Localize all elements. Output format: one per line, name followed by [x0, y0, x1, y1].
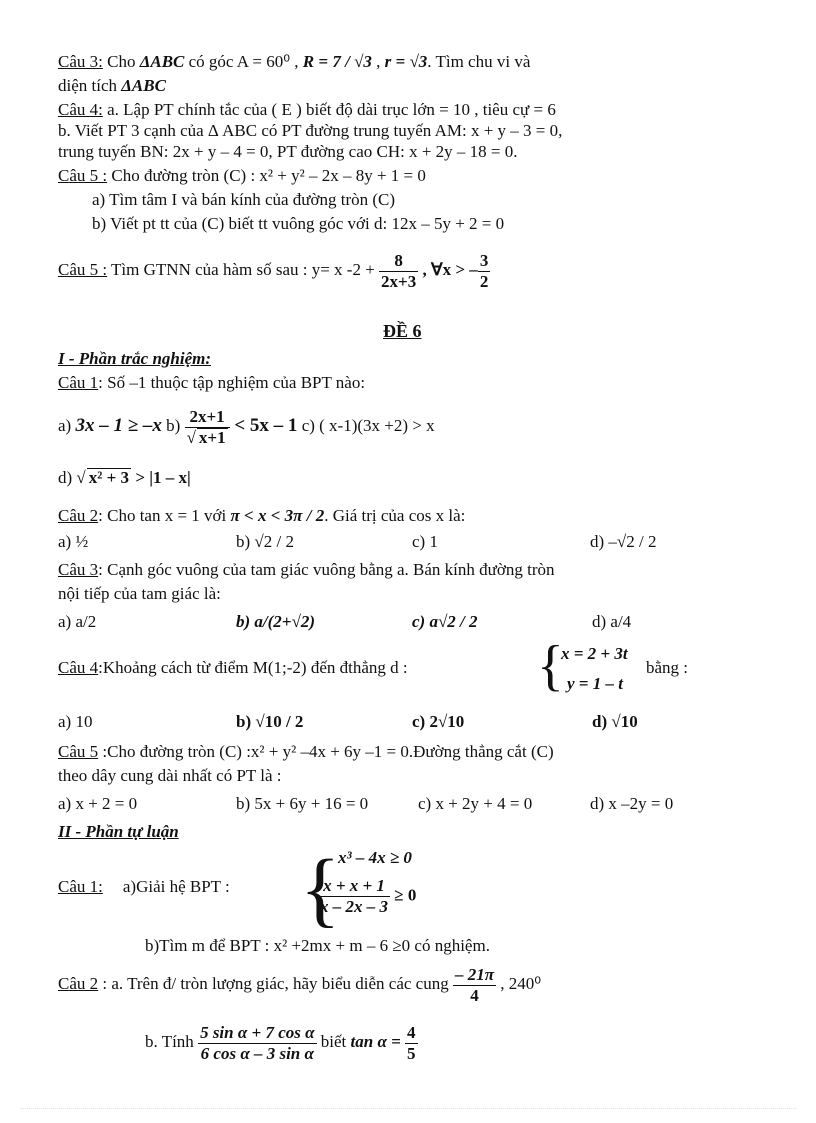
- cau3-top-text: Cho: [102, 52, 140, 71]
- cau5-top-line1: [58, 166, 426, 186]
- q4-label: Câu 4: [58, 658, 99, 677]
- q2-condition: π < x < 3π / 2: [230, 506, 325, 525]
- t1-eq2-den: x – 2x – 3: [320, 897, 388, 916]
- q3-option-c: c) a√2 / 2: [412, 612, 478, 631]
- q2-option-c: c) 1: [412, 532, 438, 551]
- q4-eq2: y = 1 – t: [567, 674, 623, 693]
- cau4-top-label: Câu 4:: [58, 100, 103, 119]
- q1-a-prefix: a): [58, 416, 76, 435]
- q2-text: : Cho tan x = 1 với: [98, 506, 231, 525]
- q1-b-num: 2x+1: [185, 407, 230, 428]
- part2-title: II - Phần tự luận: [58, 822, 179, 841]
- t2-b-fraction: [198, 1023, 316, 1064]
- part1-title: I - Phần trắc nghiệm:: [58, 349, 212, 368]
- cau3-top-task: . Tìm chu vi và: [427, 52, 531, 71]
- t1-a-line: [58, 877, 230, 897]
- q4-option-c: c) 2√10: [412, 712, 465, 731]
- q1-option-b-fraction: [185, 407, 230, 448]
- gtnn-condition: , ∀x > –: [418, 260, 478, 279]
- q1-b-prefix: b): [161, 416, 185, 435]
- q1-d-prefix: d): [58, 468, 77, 487]
- cau5-top-label: Câu 5 :: [58, 166, 108, 185]
- t2-a-line: [58, 960, 541, 1008]
- gtnn-fraction: [379, 251, 418, 292]
- cau3-top-line1: [58, 52, 530, 72]
- q4-option-d: d) √10: [592, 712, 638, 731]
- q4-stem: [58, 658, 408, 678]
- t1-b: b)Tìm m để BPT : x² +2mx + m – 6 ≥0 có nghiệm.: [145, 936, 490, 955]
- t1-eq1: x³ – 4x ≥ 0: [338, 848, 412, 867]
- q4-brace: {: [537, 635, 564, 697]
- t1-eq2-fraction: [318, 876, 390, 917]
- t2-a-den: 4: [470, 985, 479, 1005]
- q3-line2: nội tiếp của tam giác là:: [58, 584, 221, 603]
- q1-b-post: < 5x – 1: [229, 415, 298, 436]
- q5-stem: [58, 742, 554, 762]
- q3-text: : Cạnh góc vuông của tam giác vuông bằng a. Bán kính đường tròn: [98, 560, 555, 579]
- q4-option-a: a) 10: [58, 712, 93, 731]
- q2-stem: [58, 506, 465, 526]
- t2-b-mid: biết: [316, 1032, 351, 1051]
- cau5-top-b: b) Viết pt tt của (C) biết tt vuông góc với d: 12x – 5y + 2 = 0: [92, 214, 505, 233]
- q1-d-post: > |1 – x|: [131, 468, 191, 487]
- q3-option-b: b) a/(2+√2): [236, 612, 315, 631]
- t2-b-num: 5 sin α + 7 cos α: [200, 1022, 315, 1042]
- q5-line2: theo dây cung dài nhất có PT là :: [58, 766, 282, 785]
- cau4-top-text: a. Lập PT chính tắc của ( E ) biết độ dài trục lớn = 10 , tiêu cự = 6: [102, 100, 556, 119]
- t1-eq2-num: x + x + 1: [318, 876, 390, 897]
- q4-eq1: x = 2 + 3t: [561, 644, 628, 663]
- circumradius: R = 7 / √3: [302, 52, 372, 71]
- q5-label: Câu 5: [58, 742, 99, 761]
- t2-b-cond-fraction: [405, 1023, 418, 1064]
- cau5-top-text: Cho đường tròn (C) : x² + y² – 2x – 8y + 1 = 0: [107, 166, 426, 185]
- t2-b-cond: tan α =: [350, 1032, 406, 1051]
- q5-option-c: c) x + 2y + 4 = 0: [418, 794, 533, 813]
- triangle-abc: ΔABC: [139, 52, 185, 71]
- q2-option-a: a) ½: [58, 532, 89, 551]
- gtnn-cond-num: 3: [479, 250, 489, 270]
- t2-a-num: – 21π: [454, 964, 494, 984]
- gtnn-cond-fraction: [478, 251, 491, 292]
- q4-text: :Khoảng cách từ điểm M(1;-2) đến đthẳng d :: [98, 658, 408, 677]
- separator: ,: [371, 52, 385, 71]
- q1-b-den: x+1: [198, 427, 226, 447]
- cau5-gtnn-text: Tìm GTNN của hàm số sau : y= x -2 +: [107, 260, 380, 279]
- q3-stem: [58, 560, 554, 580]
- q3-label: Câu 3: [58, 560, 99, 579]
- page-bottom-rule: [20, 1108, 796, 1109]
- gtnn-den: 2x+3: [381, 271, 417, 291]
- cau5-top-a: a) Tìm tâm I và bán kính của đường tròn (C): [92, 190, 396, 209]
- t2-b-line: [145, 1018, 418, 1066]
- q3-option-d: d) a/4: [592, 612, 632, 631]
- q4-option-b: b) √10 / 2: [236, 712, 304, 731]
- q1-d-radicand: x² + 3: [88, 468, 130, 487]
- t1-label: Câu 1:: [58, 877, 103, 896]
- t2-b-cond-den: 5: [407, 1043, 416, 1063]
- t1-brace: {: [300, 843, 341, 936]
- t1-a-text: a)Giải hệ BPT :: [122, 877, 230, 896]
- cau3-top-line2-text: diện tích: [58, 76, 122, 95]
- t2-a-post: , 240⁰: [496, 974, 542, 993]
- q2-label: Câu 2: [58, 506, 99, 525]
- q5-option-b: b) 5x + 6y + 16 = 0: [236, 794, 369, 813]
- t2-b-cond-num: 4: [407, 1022, 416, 1042]
- cau4-top-line3: trung tuyến BN: 2x + y – 4 = 0, PT đường cao CH: x + 2y – 18 = 0.: [58, 142, 518, 161]
- t2-label: Câu 2: [58, 974, 99, 993]
- q1-text: : Số –1 thuộc tập nghiệm của BPT nào:: [98, 373, 366, 392]
- q1-option-c: c) ( x-1)(3x +2) > x: [297, 416, 435, 435]
- cau5-gtnn-label: Câu 5 :: [58, 260, 108, 279]
- t2-a-fraction: [453, 965, 496, 1006]
- q1-option-d: [58, 468, 191, 488]
- q1-label: Câu 1: [58, 373, 99, 392]
- t2-b-den: 6 cos α – 3 sin α: [200, 1043, 314, 1063]
- gtnn-num: 8: [379, 251, 418, 272]
- t2-b-text: b. Tính: [145, 1032, 199, 1051]
- cau4-top-line1: [58, 100, 556, 120]
- q1-option-a: 3x – 1 ≥ –x: [75, 415, 162, 436]
- t1-eq2-post: ≥ 0: [390, 885, 417, 905]
- gtnn-cond-den: 2: [479, 271, 489, 291]
- q1-stem: [58, 373, 365, 393]
- q1-d-root: √ x² + 3: [76, 468, 130, 487]
- cau5-gtnn: [58, 246, 490, 294]
- q1-b-den-wrap: √ x+1: [186, 427, 226, 447]
- q3-option-a: a) a/2: [58, 612, 97, 631]
- q4-post: bằng :: [646, 658, 689, 677]
- t1-inequality-system: [300, 842, 500, 934]
- triangle-abc-2: ΔABC: [121, 76, 166, 95]
- cau4-top-line2: b. Viết PT 3 cạnh của Δ ABC có PT đường trung tuyến AM: x + y – 3 = 0,: [58, 121, 563, 140]
- q5-option-a: a) x + 2 = 0: [58, 794, 138, 813]
- q2-option-b: b) √2 / 2: [236, 532, 294, 551]
- q2-option-d: d) –√2 / 2: [590, 532, 657, 551]
- inradius: r = √3: [384, 52, 428, 71]
- cau3-top-line2: [58, 76, 166, 96]
- exam-heading: ĐỀ 6: [383, 321, 422, 341]
- cau3-top-label: Câu 3:: [58, 52, 103, 71]
- cau3-top-angle: có góc A = 60⁰ ,: [184, 52, 303, 71]
- t2-a-text: : a. Trên đ/ tròn lượng giác, hãy biểu diễn các cung: [98, 974, 453, 993]
- q5-option-d: d) x –2y = 0: [590, 794, 674, 813]
- q1-options-abc: [58, 398, 435, 454]
- q2-text2: . Giá trị của cos x là:: [324, 506, 466, 525]
- t1-eq2: [318, 876, 416, 917]
- q5-text: :Cho đường tròn (C) :x² + y² –4x + 6y –1 = 0.Đường thẳng cắt (C): [98, 742, 554, 761]
- q4-param-system: [537, 635, 717, 700]
